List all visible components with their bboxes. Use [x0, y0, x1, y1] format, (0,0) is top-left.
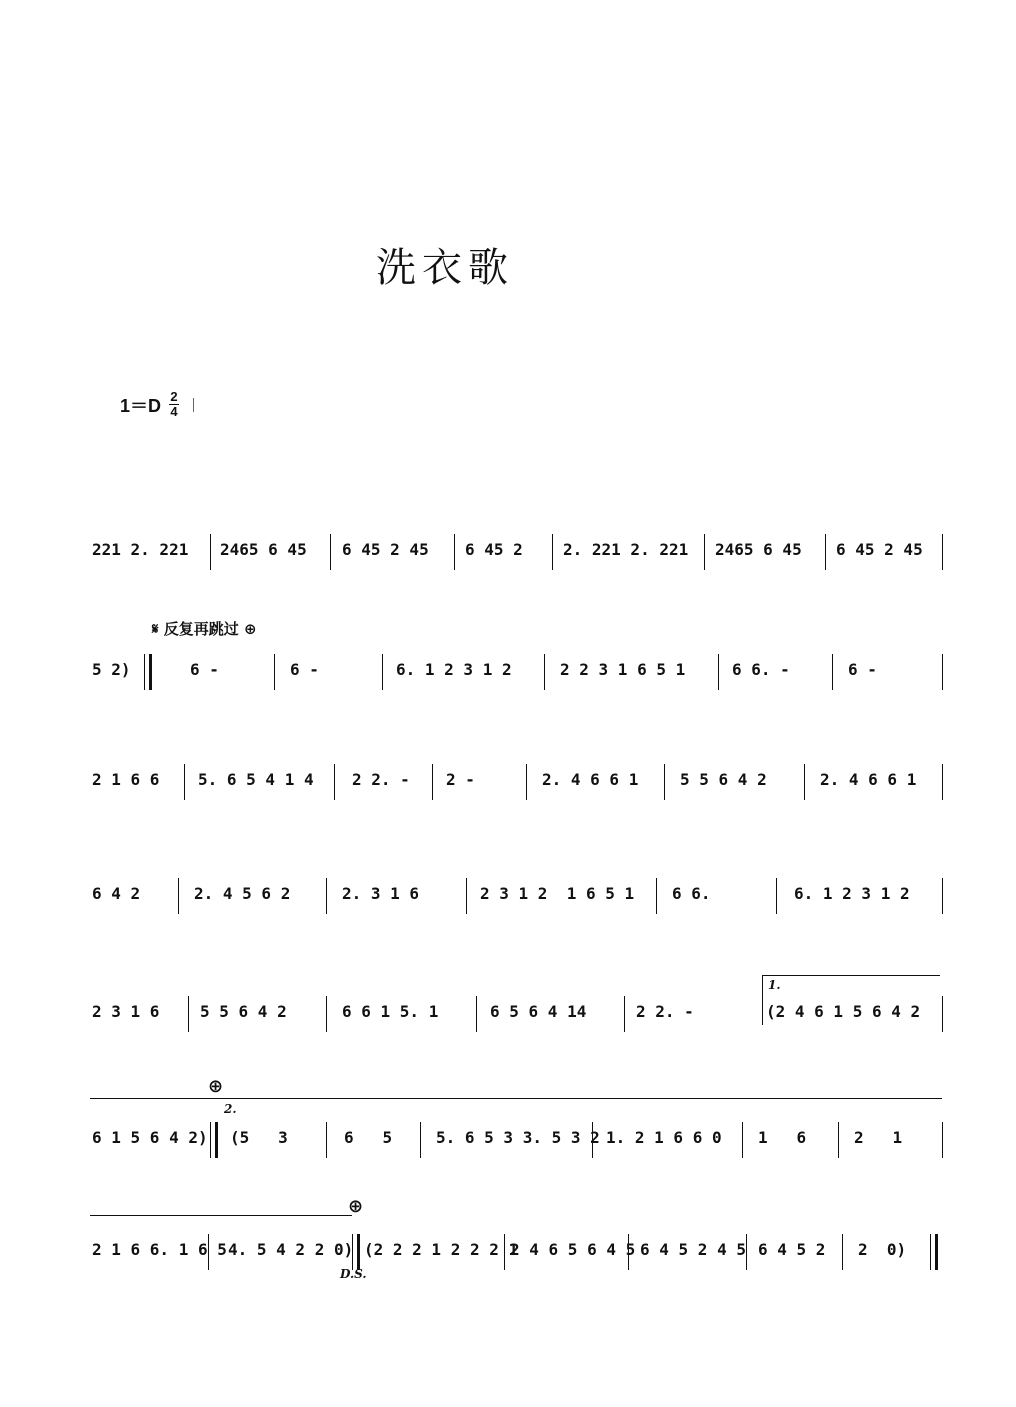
- measure: 6 -: [848, 660, 877, 679]
- volta-1-label: 1.: [768, 978, 781, 992]
- measure: 2 2. -: [352, 770, 410, 789]
- measure: 6 45 2: [465, 540, 523, 559]
- key-signature: [120, 391, 194, 418]
- measure: 5. 6 5 4 1 4: [198, 770, 314, 789]
- staff-line-4: [90, 884, 945, 924]
- measure: 6 6. -: [732, 660, 790, 679]
- coda-icon: ⊕: [348, 1196, 364, 1217]
- coda-icon: ⊕: [208, 1076, 224, 1097]
- measure: 221 2. 221: [92, 540, 189, 559]
- volta-2-bracket: [90, 1098, 942, 1099]
- measure: 2. 4 6 6 1: [820, 770, 917, 789]
- staff-line-7: [90, 1240, 945, 1280]
- measure: 6 45 2 45: [342, 540, 429, 559]
- measure: 6 4 5 2: [758, 1240, 826, 1259]
- measure: 6 5 6 4 14: [490, 1002, 587, 1021]
- measure: 5 5 6 4 2: [680, 770, 767, 789]
- measure: 6. 1 2 3 1 2: [794, 884, 910, 903]
- measure: 2. 4 6 6 1: [542, 770, 639, 789]
- measure: 2 1 6 6. 1 6 5: [92, 1240, 227, 1259]
- measure: 6 -: [290, 660, 319, 679]
- measure: 1. 2 1 6 6 0: [606, 1128, 722, 1147]
- measure: (2 2 2 1 2 2 2 1: [364, 1240, 519, 1259]
- measure: 2. 221 2. 221: [563, 540, 689, 559]
- measure: 5 2): [92, 660, 131, 679]
- measure: 6 6.: [672, 884, 711, 903]
- measure: 6 4 5 2 4 5: [640, 1240, 746, 1259]
- measure: 6 1 5 6 4 2): [92, 1128, 208, 1147]
- measure: 6 -: [190, 660, 219, 679]
- measure: 6 6 1 5. 1: [342, 1002, 439, 1021]
- volta-2-end-bracket: [90, 1215, 352, 1216]
- measure: 2 2. -: [636, 1002, 694, 1021]
- measure: 6 45 2 45: [836, 540, 923, 559]
- measure: 2465 6 45: [220, 540, 307, 559]
- measure: (5 3: [230, 1128, 288, 1147]
- measure: 5 5 6 4 2: [200, 1002, 287, 1021]
- measure: 6 4 2: [92, 884, 141, 903]
- segno-instruction: 𝄋 反复再跳过 ⊕: [152, 620, 257, 638]
- measure: 1 6: [758, 1128, 807, 1147]
- staff-line-1: [90, 540, 945, 580]
- measure: 2. 4 5 6 2: [194, 884, 291, 903]
- measure: 2 1 6 6: [92, 770, 160, 789]
- song-title: 洗衣歌: [376, 245, 514, 291]
- measure: 5. 6 5 3 3. 5 3 2: [436, 1128, 600, 1147]
- measure: 2 4 6 5 6 4 5: [510, 1240, 636, 1259]
- time-signature: $\frac{2}{4}$: [170, 389, 178, 419]
- staff-line-3: [90, 770, 945, 810]
- volta-2-label: 2.: [224, 1102, 237, 1116]
- volta-1-bracket: [762, 975, 940, 976]
- ds-marking: D.S.: [340, 1267, 367, 1281]
- measure: (2 4 6 1 5 6 4 2: [766, 1002, 921, 1021]
- bar-tick: [193, 398, 194, 412]
- measure: 6 5: [344, 1128, 393, 1147]
- measure: 2. 3 1 6: [342, 884, 420, 903]
- measure: 2 0): [858, 1240, 907, 1259]
- measure: 4. 5 4 2 2 0): [228, 1240, 354, 1259]
- measure: 2 3 1 6: [92, 1002, 160, 1021]
- measure: 2 -: [446, 770, 475, 789]
- measure: 2 3 1 2 1 6 5 1: [480, 884, 635, 903]
- measure: 2 1: [854, 1128, 903, 1147]
- staff-line-5: [90, 1002, 945, 1042]
- coda-icon: ⊕: [243, 620, 257, 638]
- measure: 2 2 3 1 6 5 1: [560, 660, 686, 679]
- staff-line-2: [90, 660, 945, 700]
- staff-line-6: [90, 1128, 945, 1168]
- key-label: 1＝D: [120, 395, 162, 416]
- measure: 2465 6 45: [715, 540, 802, 559]
- segno-icon: 𝄋: [152, 620, 159, 638]
- measure: 6. 1 2 3 1 2: [396, 660, 512, 679]
